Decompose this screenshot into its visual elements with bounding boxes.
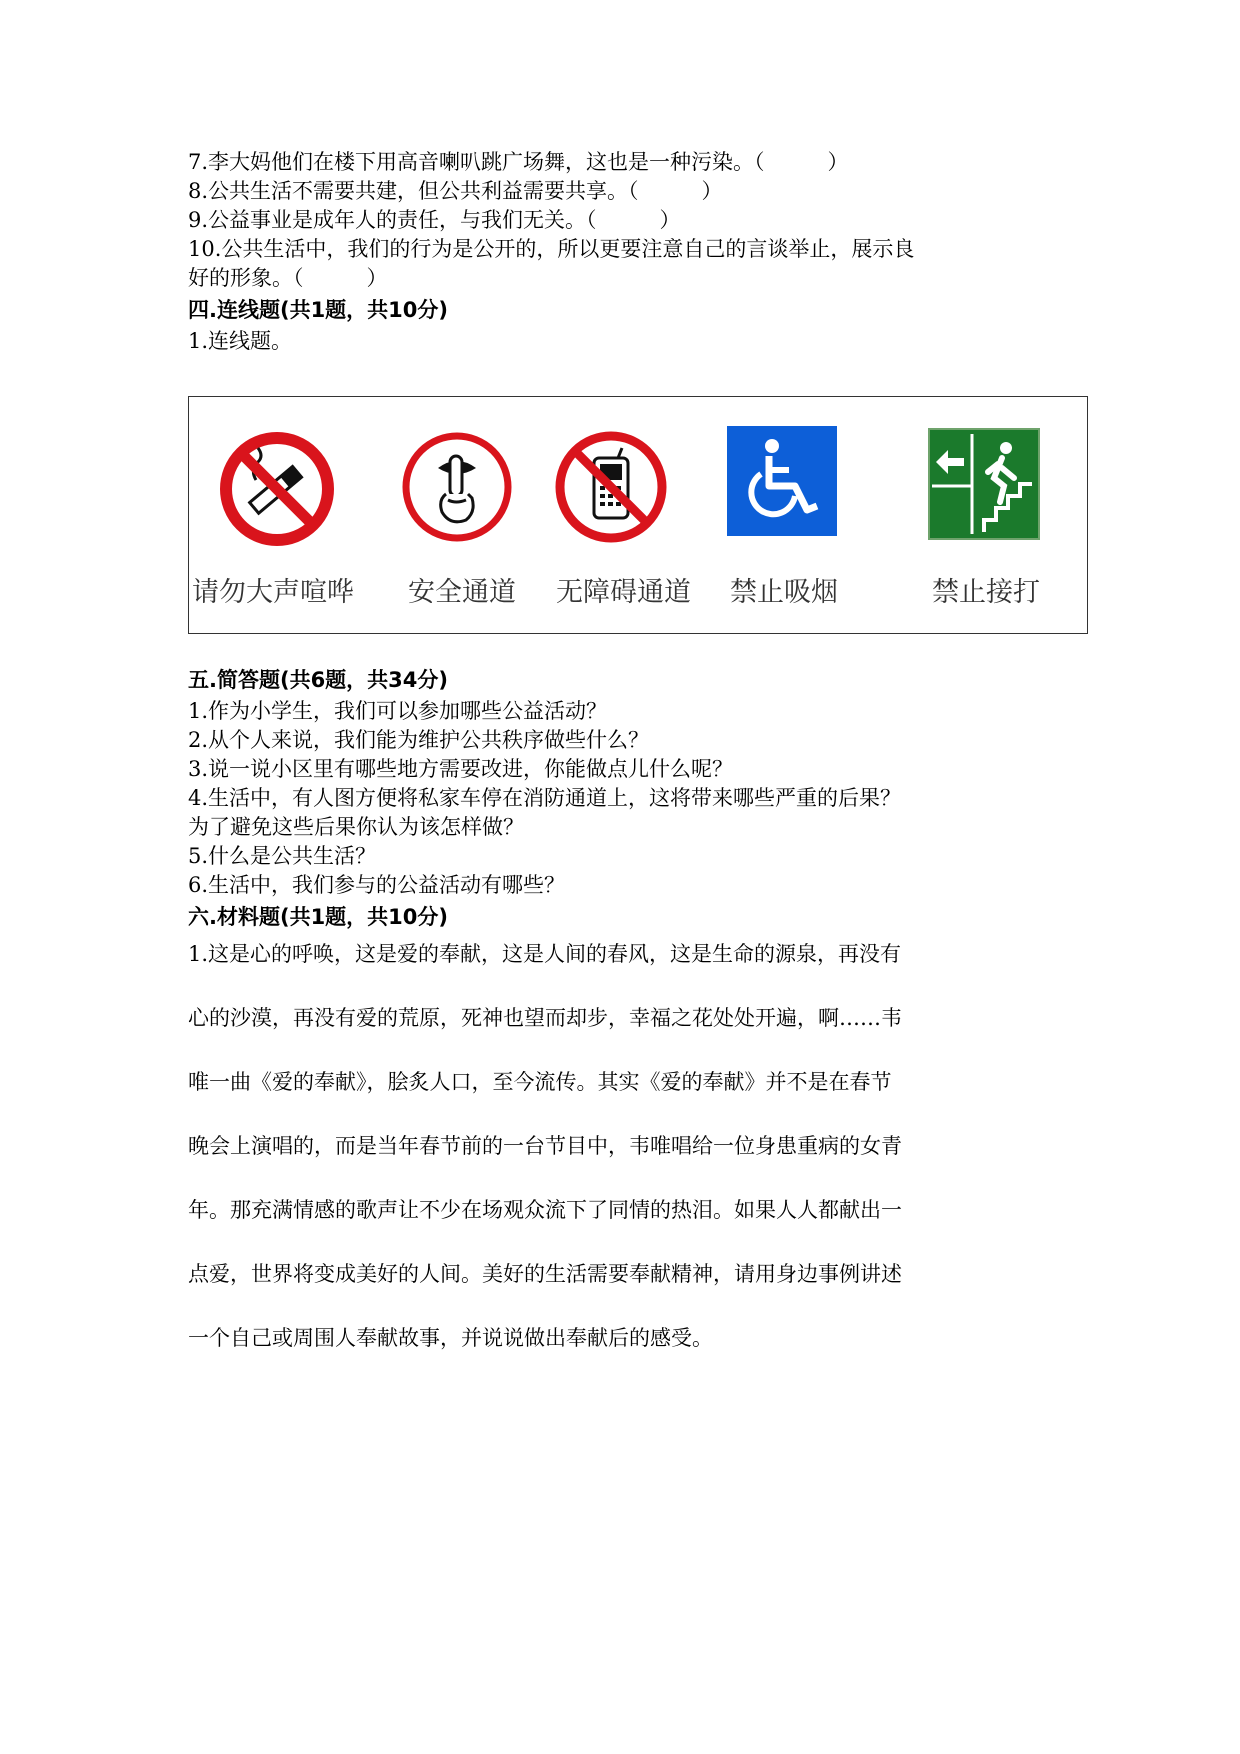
short-answer-item: 6.生活中，我们参与的公益活动有哪些？	[188, 873, 566, 897]
short-answer-item: 为了避免这些后果你认为该怎样做？	[188, 815, 524, 839]
section-5	[188, 663, 1088, 934]
section-4-heading: 四.连线题(共1题，共10分)	[188, 298, 449, 322]
short-answer-item: 4.生活中，有人图方便将私家车停在消防通道上，这将带来哪些严重的后果？	[188, 786, 902, 810]
no-smoking-sign-icon	[218, 430, 336, 548]
material-line: 点爱，世界将变成美好的人间。美好的生活需要奉献精神，请用身边事例讲述	[188, 1262, 902, 1286]
section-6-heading: 六.材料题(共1题，共10分)	[188, 905, 449, 929]
judge-item-9: 9.公益事业是成年人的责任，与我们无关。（ ）	[188, 208, 681, 232]
sign-label-3: 无障碍通道	[556, 577, 691, 608]
section-4-item-1: 1.连线题。	[188, 329, 293, 353]
sign-label-2: 安全通道	[408, 577, 516, 608]
material-line: 年。那充满情感的歌声让不少在场观众流下了同情的热泪。如果人人都献出一	[188, 1198, 902, 1222]
sign-label-4: 禁止吸烟	[730, 577, 838, 608]
worksheet-top	[188, 148, 1088, 356]
emergency-exit-sign-icon	[928, 428, 1040, 540]
material-line: 唯一曲《爱的奉献》，脍炙人口，至今流传。其实《爱的奉献》并不是在春节	[188, 1070, 892, 1094]
wheelchair-sign-icon	[727, 426, 837, 536]
short-answer-item: 3.说一说小区里有哪些地方需要改进，你能做点儿什么呢？	[188, 757, 734, 781]
quiet-sign-icon	[398, 428, 516, 546]
sign-label-5: 禁止接打	[932, 577, 1040, 608]
sign-label-1: 请勿大声喧哗	[192, 577, 354, 608]
material-line: 晚会上演唱的，而是当年春节前的一台节目中，韦唯唱给一位身患重病的女青	[188, 1134, 902, 1158]
short-answer-item: 5.什么是公共生活？	[188, 844, 377, 868]
material-line: 1.这是心的呼唤，这是爱的奉献，这是人间的春风，这是生命的源泉，再没有	[188, 942, 902, 966]
material-line: 心的沙漠，再没有爱的荒原，死神也望而却步，幸福之花处处开遍，啊……韦	[188, 1006, 902, 1030]
no-phone-sign-icon	[552, 428, 670, 546]
short-answer-item: 1.作为小学生，我们可以参加哪些公益活动？	[188, 699, 608, 723]
judge-item-7: 7.李大妈他们在楼下用高音喇叭跳广场舞，这也是一种污染。（ ）	[188, 150, 849, 174]
judge-item-10-cont: 好的形象。（ ）	[188, 266, 388, 290]
judge-item-8: 8.公共生活不需要共建，但公共利益需要共享。（ ）	[188, 179, 723, 203]
material-line: 一个自己或周围人奉献故事，并说说做出奉献后的感受。	[188, 1326, 713, 1350]
section-5-heading: 五.简答题(共6题，共34分)	[188, 668, 449, 692]
short-answer-item: 2.从个人来说，我们能为维护公共秩序做些什么？	[188, 728, 650, 752]
judge-item-10: 10.公共生活中，我们的行为是公开的，所以更要注意自己的言谈举止，展示良	[188, 237, 915, 261]
